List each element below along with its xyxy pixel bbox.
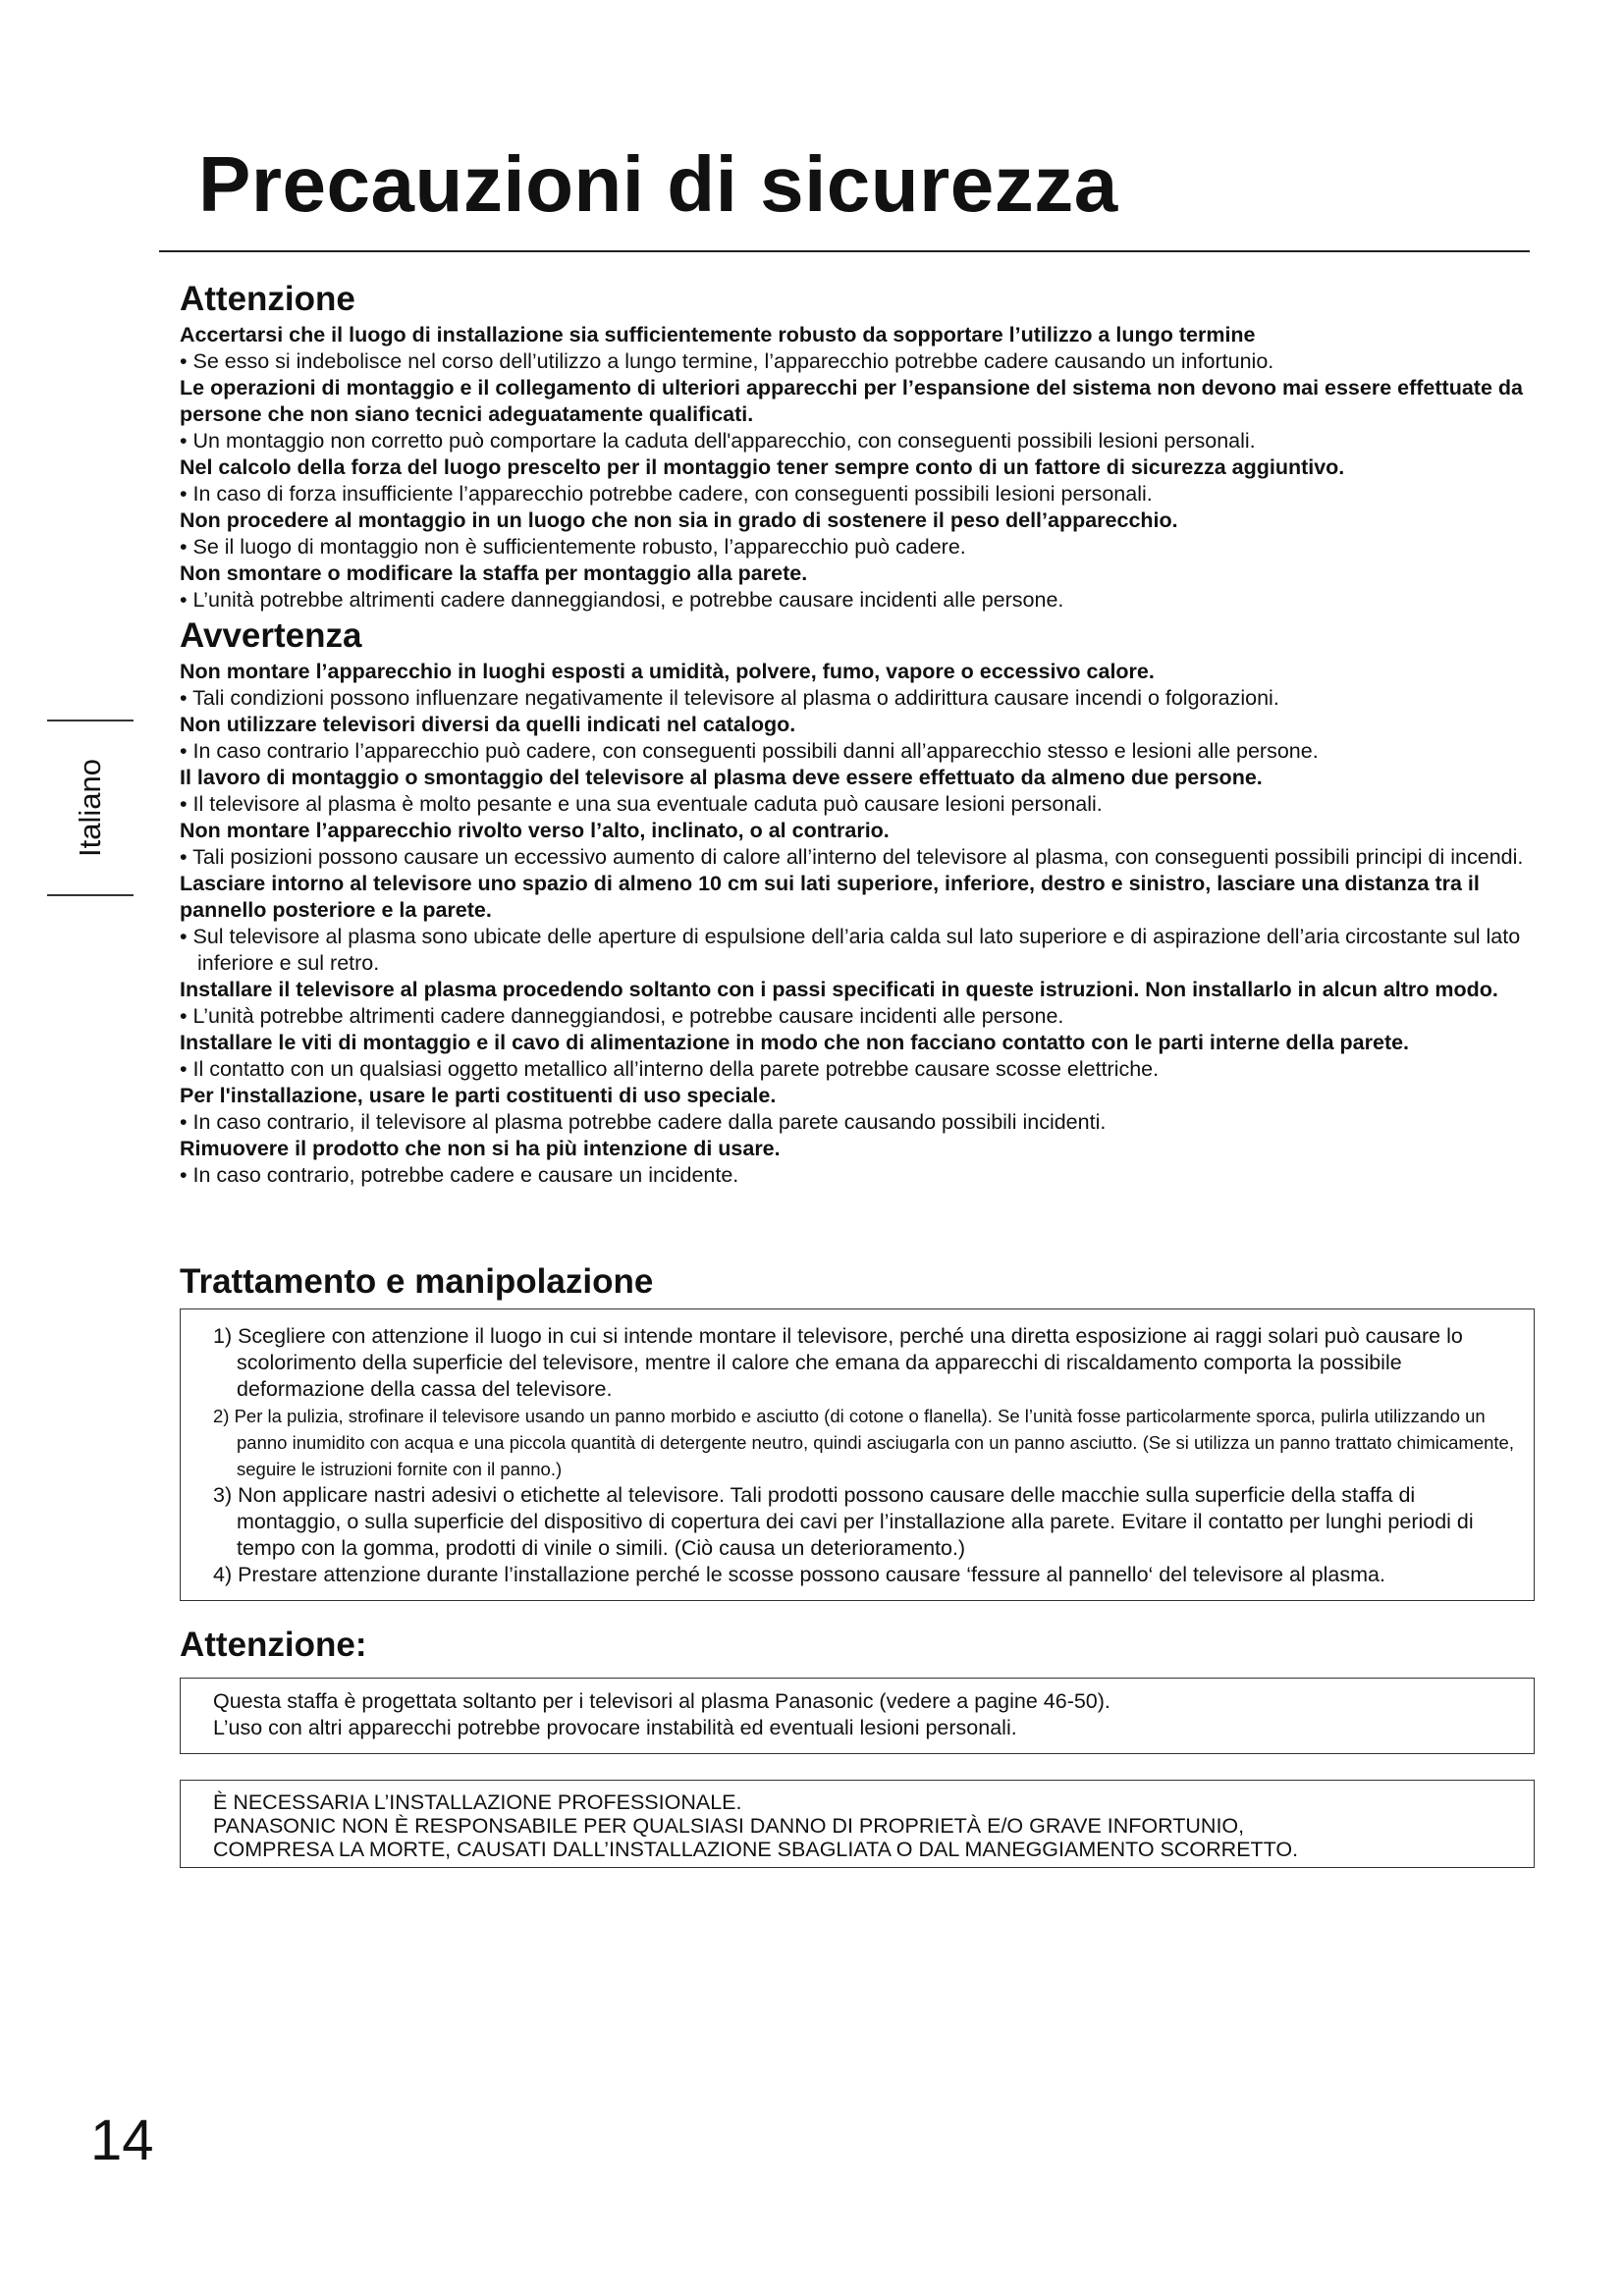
main-content xyxy=(180,277,1535,1868)
trattamento-section xyxy=(180,1259,1535,1601)
attenzione-note-box xyxy=(180,1678,1535,1754)
title-divider xyxy=(159,250,1530,252)
handling-item: 3) Non applicare nastri adesivi o etichette al televisore. Tali prodotti possono causare delle macchie sulla superficie della staffa di montaggio, o sulla superficie del dispositivo di copertura dei cavi per l’installazione alla parete. Evitare il contatto per lunghi periodi di tempo con la gomma, prodotti di vinile o simili. (Ciò causa un deterioramento.) xyxy=(213,1483,1474,1560)
warning-bullet: • Il televisore al plasma è molto pesante e una sua eventuale caduta può causare lesioni personali. xyxy=(180,792,1103,816)
warning-heading: Per l'installazione, usare le parti costituenti di uso speciale. xyxy=(180,1084,777,1107)
section-heading: Attenzione: xyxy=(180,1626,367,1664)
warning-heading: Non utilizzare televisori diversi da quelli indicati nel catalogo. xyxy=(180,713,796,736)
warning-bullet: • Tali condizioni possono influenzare negativamente il televisore al plasma o addirittura causare incendi o folgorazioni. xyxy=(180,686,1279,710)
language-tab-label: Italiano xyxy=(73,759,107,857)
notice-line: PANASONIC NON È RESPONSABILE PER QUALSIASI DANNO DI PROPRIETÀ E/O GRAVE INFORTUNIO, xyxy=(213,1814,1245,1838)
note-line: Questa staffa è progettata soltanto per i televisori al plasma Panasonic (vedere a pagine 46-50). xyxy=(213,1689,1110,1713)
page-number: 14 xyxy=(90,2109,154,2172)
language-tab xyxy=(47,720,134,896)
avvertenza-section xyxy=(180,614,1535,1189)
warning-heading: Non montare l’apparecchio rivolto verso l’alto, inclinato, o al contrario. xyxy=(180,819,890,842)
warning-bullet: • L’unità potrebbe altrimenti cadere danneggiandosi, e potrebbe causare incidenti alle persone. xyxy=(180,588,1064,612)
section-heading: Avvertenza xyxy=(180,616,362,655)
handling-box xyxy=(180,1308,1535,1601)
warning-bullet: • Se esso si indebolisce nel corso dell’utilizzo a lungo termine, l’apparecchio potrebbe cadere causando un infortunio. xyxy=(180,349,1274,373)
professional-installation-notice xyxy=(180,1780,1535,1868)
attenzione-section xyxy=(180,277,1535,614)
warning-bullet: • In caso contrario l’apparecchio può cadere, con conseguenti possibili danni all’apparecchio stesso e lesioni alle persone. xyxy=(180,739,1319,763)
handling-item: 4) Prestare attenzione durante l’installazione perché le scosse possono causare ‘fessure al pannello‘ del televisore al plasma. xyxy=(213,1563,1385,1586)
warning-heading: Non montare l’apparecchio in luoghi esposti a umidità, polvere, fumo, vapore o eccessivo calore. xyxy=(180,660,1155,683)
warning-heading: Rimuovere il prodotto che non si ha più intenzione di usare. xyxy=(180,1137,781,1160)
warning-heading: Il lavoro di montaggio o smontaggio del televisore al plasma deve essere effettuato da almeno due persone. xyxy=(180,766,1263,789)
warning-bullet: • Il contatto con un qualsiasi oggetto metallico all’interno della parete potrebbe causare scosse elettriche. xyxy=(180,1057,1160,1081)
handling-item: 2) Per la pulizia, strofinare il televisore usando un panno morbido e asciutto (di cotone o flanella). Se l’unità fosse particolarmente sporca, pulirla utilizzando un panno inumidito con acqua e una piccola quantità di detergente neutro, quindi asciugarla con un panno asciutto. (Se si utilizza un panno trattato chimicamente, seguire le istruzioni fornite con il panno.) xyxy=(213,1406,1514,1479)
warning-heading: Accertarsi che il luogo di installazione sia sufficientemente robusto da sopportare l’utilizzo a lungo termine xyxy=(180,323,1256,347)
warning-bullet: • Un montaggio non corretto può comportare la caduta dell'apparecchio, con conseguenti possibili lesioni personali. xyxy=(180,429,1256,453)
section-heading: Attenzione xyxy=(180,280,355,318)
warning-bullet: • L’unità potrebbe altrimenti cadere danneggiandosi, e potrebbe causare incidenti alle persone. xyxy=(180,1004,1064,1028)
warning-bullet: • Tali posizioni possono causare un eccessivo aumento di calore all’interno del televisore al plasma, con conseguenti possibili principi di incendi. xyxy=(180,845,1524,869)
warning-heading: Installare il televisore al plasma procedendo soltanto con i passi specificati in queste istruzioni. Non installarlo in alcun altro modo. xyxy=(180,978,1498,1001)
section-heading: Trattamento e manipolazione xyxy=(180,1262,654,1301)
warning-bullet: • Se il luogo di montaggio non è sufficientemente robusto, l’apparecchio può cadere. xyxy=(180,535,966,559)
attenzione-note-section xyxy=(180,1623,1535,1754)
warning-bullet: • Sul televisore al plasma sono ubicate delle aperture di espulsione dell’aria calda sul lato superiore e di aspirazione dell’aria circostante sul lato inferiore e sul retro. xyxy=(180,925,1521,975)
warning-heading: Non smontare o modificare la staffa per montaggio alla parete. xyxy=(180,561,808,585)
note-line: L’uso con altri apparecchi potrebbe provocare instabilità ed eventuali lesioni personali. xyxy=(213,1716,1017,1739)
section-spacer xyxy=(180,1189,1535,1259)
warning-heading: Non procedere al montaggio in un luogo che non sia in grado di sostenere il peso dell’apparecchio. xyxy=(180,508,1178,532)
warning-bullet: • In caso contrario, potrebbe cadere e causare un incidente. xyxy=(180,1163,739,1187)
page-title: Precauzioni di sicurezza xyxy=(198,140,1118,228)
warning-heading: Le operazioni di montaggio e il collegamento di ulteriori apparecchi per l’espansione del sistema non devono mai essere effettuate da persone che non siano tecnici adeguatamente qualificati. xyxy=(180,376,1523,426)
warning-heading: Installare le viti di montaggio e il cavo di alimentazione in modo che non facciano contatto con le parti interne della parete. xyxy=(180,1031,1410,1054)
warning-heading: Lasciare intorno al televisore uno spazio di almeno 10 cm sui lati superiore, inferiore, destro e sinistro, lasciare una distanza tra il pannello posteriore e la parete. xyxy=(180,872,1480,922)
warning-heading: Nel calcolo della forza del luogo prescelto per il montaggio tener sempre conto di un fattore di sicurezza aggiuntivo. xyxy=(180,455,1345,479)
warning-bullet: • In caso contrario, il televisore al plasma potrebbe cadere dalla parete causando possibili incidenti. xyxy=(180,1110,1107,1134)
notice-line: COMPRESA LA MORTE, CAUSATI DALL’INSTALLAZIONE SBAGLIATA O DAL MANEGGIAMENTO SCORRETTO. xyxy=(213,1838,1299,1861)
handling-item: 1) Scegliere con attenzione il luogo in cui si intende montare il televisore, perché una diretta esposizione ai raggi solari può causare lo scolorimento della superficie del televisore, mentre il calore che emana da apparecchi di riscaldamento comporta la possibile deformazione della cassa del televisore. xyxy=(213,1324,1463,1401)
warning-bullet: • In caso di forza insufficiente l’apparecchio potrebbe cadere, con conseguenti possibili lesioni personali. xyxy=(180,482,1153,506)
notice-line: È NECESSARIA L’INSTALLAZIONE PROFESSIONALE. xyxy=(213,1790,742,1814)
